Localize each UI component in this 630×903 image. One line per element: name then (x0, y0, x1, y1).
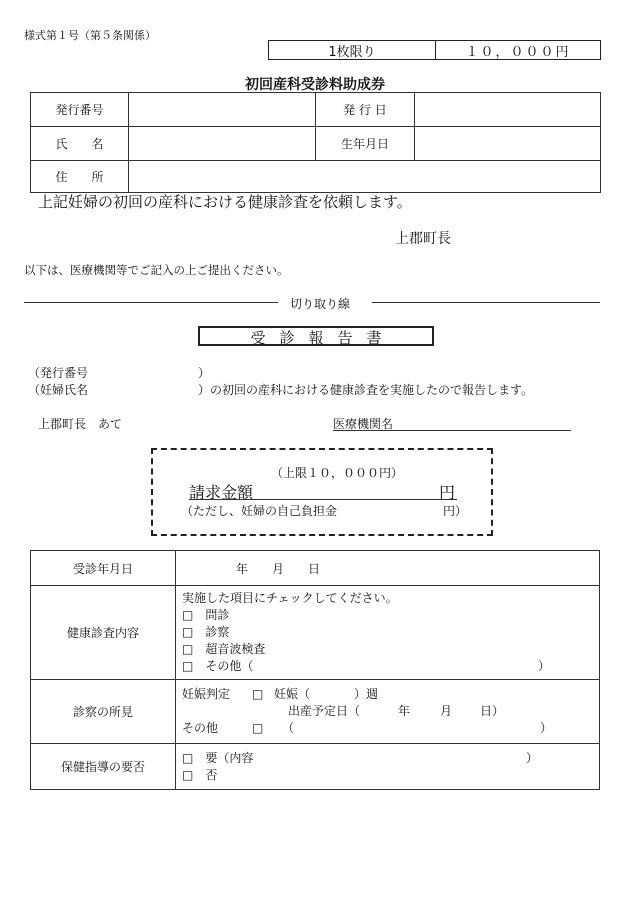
voucher-limit: 1枚限り (269, 41, 436, 59)
checkbox-other[interactable]: □ その他（ ） (182, 658, 599, 675)
claim-label: 請求金額 (189, 483, 254, 502)
address-field[interactable] (129, 161, 601, 193)
report-issue-no-close: ） (198, 366, 211, 380)
guidance-cell (176, 744, 600, 790)
issue-date-field[interactable] (415, 93, 601, 127)
findings-other-line: その他 □ （ ） (182, 720, 599, 737)
exam-table (30, 550, 600, 790)
voucher-title: 初回産科受診料助成券 (245, 77, 385, 93)
report-title: 受診報告書 (198, 326, 434, 346)
report-statement: ）の初回の産科における健康診査を実施したので報告します。 (198, 383, 534, 397)
exam-date-value[interactable]: 年 月 日 (176, 551, 600, 586)
institution-underline[interactable] (333, 430, 571, 431)
checkbox-guidance-needed[interactable]: □ 要（内容 ） (182, 750, 599, 767)
checkbox-ultrasound[interactable]: □ 超音波検査 (182, 641, 599, 658)
issue-date-label: 発 行 日 (316, 93, 415, 127)
voucher-amount: １０，０００円 (465, 44, 571, 60)
claim-yen: 円 (439, 483, 456, 502)
findings-label: 診察の所見 (31, 680, 176, 744)
voucher-table (30, 92, 601, 193)
checkbox-examination[interactable]: □ 診察 (182, 624, 599, 641)
address-label: 住 所 (31, 161, 129, 193)
exam-content-cell (176, 586, 600, 680)
pregnancy-line: 妊娠判定 □ 妊娠（ ）週 (182, 686, 599, 703)
name-field[interactable] (129, 127, 316, 161)
billing-limit: （上限１０，０００円） (271, 466, 404, 480)
exam-content-label: 健康診査内容 (31, 586, 176, 680)
exam-date-label: 受診年月日 (31, 551, 176, 586)
cut-line-right (372, 302, 600, 303)
form-number: 様式第１号（第５条関係） (24, 29, 156, 42)
report-addressee: 上郡町長 あて (38, 417, 123, 431)
request-text: 上記妊婦の初回の産科における健康診査を依頼します。 (38, 193, 412, 211)
issue-no-label: 発行番号 (31, 93, 129, 127)
exam-content-instruction: 実施した項目にチェックしてください。 (182, 591, 398, 605)
report-patient-label: （妊婦氏名 (28, 383, 89, 397)
cut-line-left (24, 302, 278, 303)
checkbox-pregnant[interactable] (252, 686, 263, 703)
billing-box (151, 448, 493, 536)
issue-no-field[interactable] (129, 93, 316, 127)
report-issue-no-label: （発行番号 (28, 366, 89, 380)
institution-label: 医療機関名 (333, 417, 394, 431)
mayor-name: 上郡町長 (395, 231, 451, 247)
checkbox-guidance-not-needed[interactable]: □ 否 (182, 767, 599, 784)
birthdate-field[interactable] (415, 127, 601, 161)
cut-line-label: 切り取り線 (290, 297, 351, 311)
findings-cell (176, 680, 600, 744)
claim-underline[interactable] (189, 499, 457, 500)
self-pay-close: 円） (443, 504, 468, 518)
voucher-header-box (268, 40, 601, 60)
checkbox-interview[interactable]: □ 問診 (182, 607, 599, 624)
due-date-line: 出産予定日（ 年 月 日） (288, 704, 505, 718)
birthdate-label: 生年月日 (316, 127, 415, 161)
checkbox-findings-other[interactable] (252, 720, 263, 737)
guidance-label: 保健指導の要否 (31, 744, 176, 790)
self-pay-label: （ただし、妊婦の自己負担金 (181, 504, 338, 518)
fill-note: 以下は、医療機関等でご記入の上ご提出ください。 (24, 263, 289, 277)
name-label: 氏 名 (31, 127, 129, 161)
